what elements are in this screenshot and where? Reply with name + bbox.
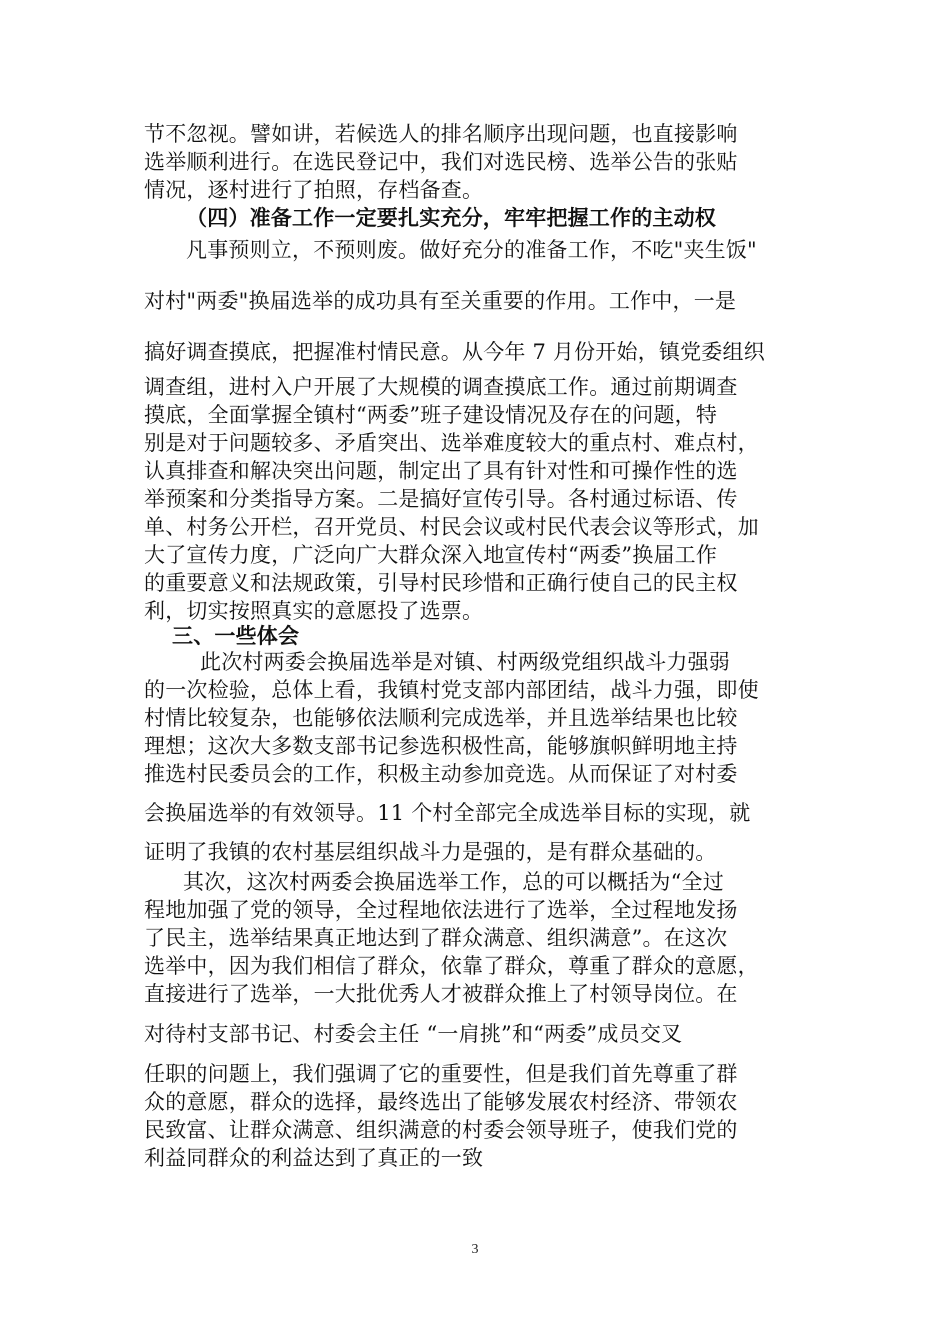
- text-line: 别是对于问题较多、矛盾突出、选举难度较大的重点村、难点村，: [144, 431, 759, 455]
- text-line: 摸底，全面掌握全镇村“两委”班子建设情况及存在的问题，特: [144, 403, 718, 427]
- text-line: 证明了我镇的农村基层组织战斗力是强的，是有群众基础的。: [144, 840, 717, 864]
- text-line: 举预案和分类指导方案。二是搞好宣传引导。各村通过标语、传: [144, 487, 738, 511]
- text-line: 认真排查和解决突出问题，制定出了具有针对性和可操作性的选: [144, 459, 738, 483]
- text-line: 了民主，选举结果真正地达到了群众满意、组织满意”。在这次: [144, 926, 728, 950]
- text-line: 情况，逐村进行了拍照，存档备查。: [144, 178, 484, 202]
- text-line: 单、村务公开栏，召开党员、村民会议或村民代表会议等形式，加: [144, 515, 759, 539]
- section-heading: 三、一些体会: [172, 623, 300, 648]
- text-line: 推选村民委员会的工作，积极主动参加竞选。从而保证了对村委: [144, 762, 738, 786]
- text-line: 民致富、让群众满意、组织满意的村委会领导班子，使我们党的: [144, 1118, 738, 1142]
- text-line: 的一次检验，总体上看，我镇村党支部内部团结，战斗力强，即使: [144, 678, 759, 702]
- section-heading: （四）准备工作一定要扎实充分，牢牢把握工作的主动权: [186, 205, 716, 230]
- page-number: 3: [471, 1242, 479, 1257]
- text-line: 的重要意义和法规政策，引导村民珍惜和正确行使自己的民主权: [144, 571, 738, 595]
- text-line: 其次，这次村两委会换届选举工作，总的可以概括为“全过: [183, 870, 724, 894]
- text-line: 会换届选举的有效领导。11 个村全部完全成选举目标的实现，就: [144, 801, 751, 825]
- text-line: 搞好调查摸底，把握准村情民意。从今年 7 月份开始，镇党委组织: [144, 340, 765, 364]
- text-line: 众的意愿，群众的选择，最终选出了能够发展农村经济、带领农: [144, 1090, 738, 1114]
- text-line: 利，切实按照真实的意愿投了选票。: [144, 599, 484, 623]
- text-line: 理想；这次大多数支部书记参选积极性高，能够旗帜鲜明地主持: [144, 734, 738, 758]
- text-line: 对村"两委"换届选举的成功具有至关重要的作用。工作中，一是: [144, 289, 737, 313]
- text-line: 选举顺利进行。在选民登记中，我们对选民榜、选举公告的张贴: [144, 150, 738, 174]
- text-line: 节不忽视。譬如讲，若候选人的排名顺序出现问题，也直接影响: [144, 122, 738, 146]
- text-line: 调查组，进村入户开展了大规模的调查摸底工作。通过前期调查: [144, 375, 738, 399]
- text-line: 大了宣传力度，广泛向广大群众深入地宣传村“两委”换届工作: [144, 543, 718, 567]
- text-line: 此次村两委会换届选举是对镇、村两级党组织战斗力强弱: [200, 650, 730, 674]
- text-line: 程地加强了党的领导，全过程地依法进行了选举，全过程地发扬: [144, 898, 738, 922]
- text-line: 凡事预则立，不预则废。做好充分的准备工作，不吃"夹生饭": [186, 238, 757, 262]
- text-line: 直接进行了选举，一大批优秀人才被群众推上了村领导岗位。在: [144, 982, 738, 1006]
- text-line: 任职的问题上，我们强调了它的重要性，但是我们首先尊重了群: [144, 1062, 738, 1086]
- text-line: 选举中，因为我们相信了群众，依靠了群众，尊重了群众的意愿，: [144, 954, 759, 978]
- text-line: 利益同群众的利益达到了真正的一致: [144, 1146, 484, 1170]
- text-line: 对待村支部书记、村委会主任 “一肩挑”和“两委”成员交叉: [144, 1022, 683, 1046]
- text-line: 村情比较复杂，也能够依法顺利完成选举，并且选举结果也比较: [144, 706, 738, 730]
